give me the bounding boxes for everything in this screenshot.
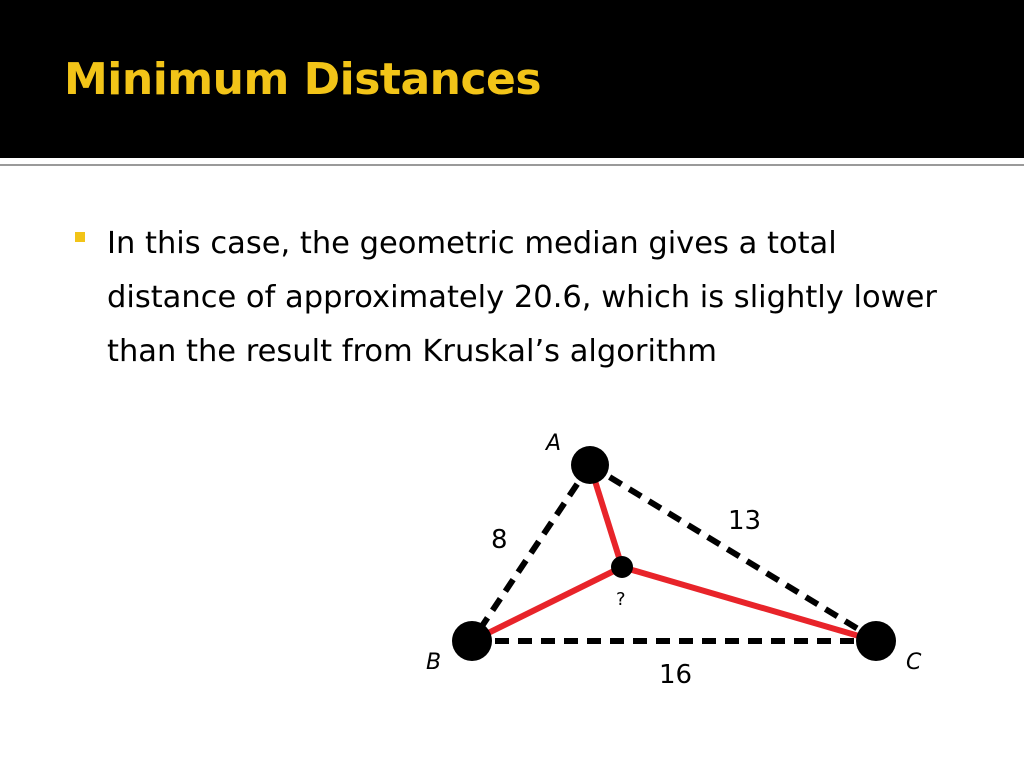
slide-title: Minimum Distances	[64, 54, 542, 105]
vertex-c	[856, 621, 896, 661]
edge-a-c	[590, 465, 876, 640]
vertex-label-b: B	[426, 650, 442, 675]
vertex-label-a: A	[546, 431, 562, 456]
vertex-a	[571, 446, 609, 484]
title-bar	[0, 0, 1024, 158]
edge-label-b-c: 16	[659, 660, 693, 690]
edge-label-a-b: 8	[491, 525, 508, 555]
title-divider	[0, 158, 1024, 166]
median-point	[611, 556, 633, 578]
median-edge-c	[622, 567, 876, 641]
median-label: ?	[616, 589, 626, 610]
edge-label-a-c: 13	[728, 506, 762, 536]
vertex-label-c: C	[906, 650, 922, 675]
triangle-diagram	[410, 415, 950, 705]
vertex-b	[452, 621, 492, 661]
bullet-text: In this case, the geometric median gives a total distance of approximately 20.6, which is slightly lower than the result from Kruskal’s algorithm	[107, 226, 937, 369]
square-bullet-icon	[75, 232, 85, 242]
